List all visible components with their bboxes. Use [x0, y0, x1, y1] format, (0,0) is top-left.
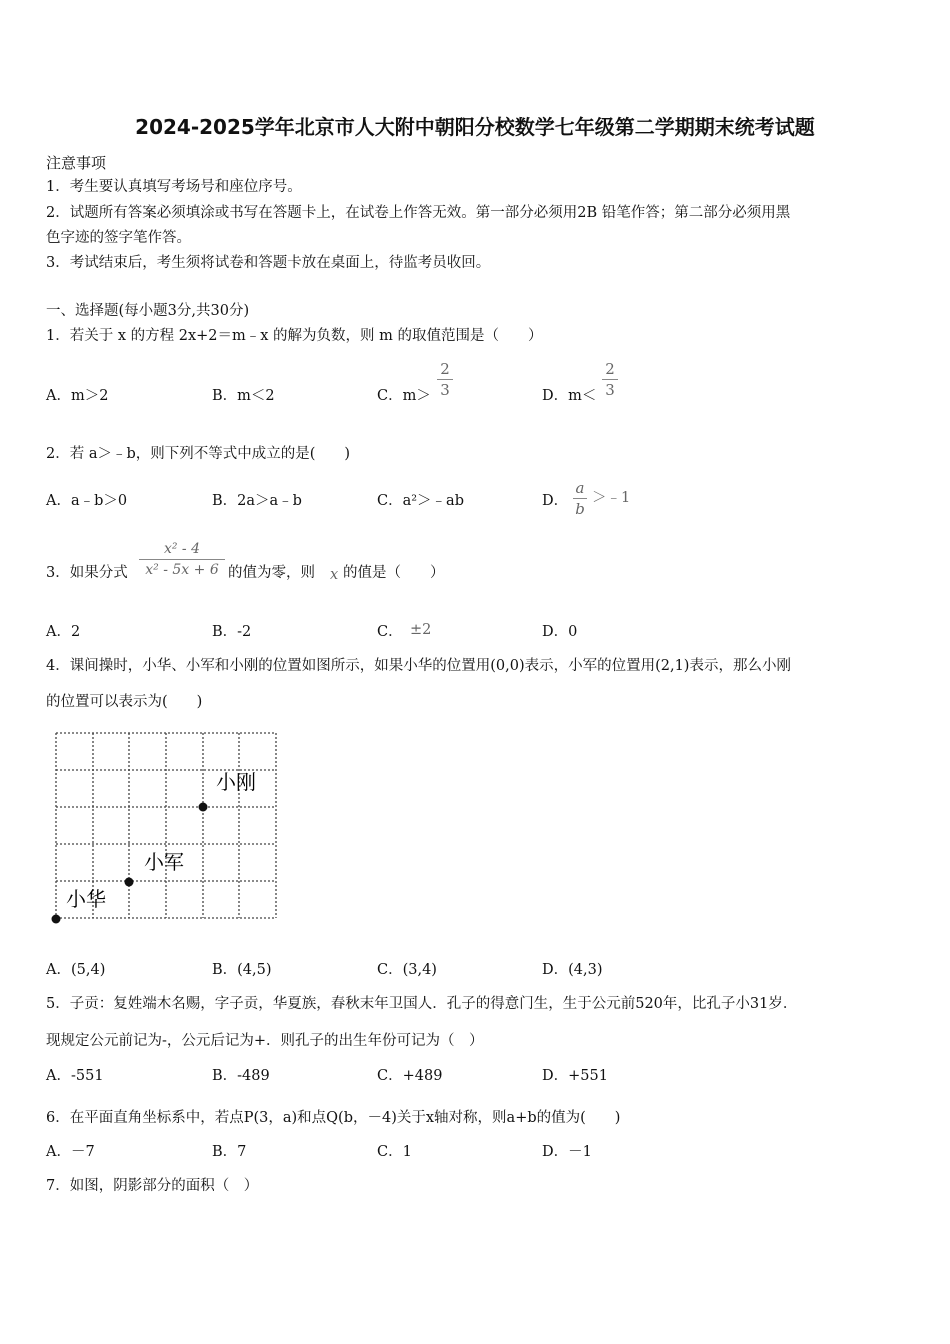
note-item-2-cont: 色字迹的签字笔作答。: [46, 230, 191, 246]
q4-option-a: A．(5,4): [46, 962, 106, 978]
q2-d-num: a: [575, 479, 585, 497]
q2-d-den: b: [575, 500, 585, 518]
q1-option-a: A．m＞2: [46, 388, 109, 404]
q1-option-b: B．m＜2: [212, 388, 275, 404]
label-xiaojun: 小军: [144, 850, 184, 874]
q7-stem: 7．如图，阴影部分的面积（ ）: [46, 1178, 259, 1194]
q5-stem-line2: 现规定公元前记为-，公元后记为+．则孔子的出生年份可记为（ ）: [46, 1033, 484, 1049]
q3-frac-den: x² - 5x + 6: [145, 562, 219, 578]
point-xiaojun: [125, 878, 134, 887]
page-title: 2024-2025学年北京市人大附中朝阳分校数学七年级第二学期期末统考试题: [135, 115, 815, 139]
q2-stem: 2．若 a＞﹣b，则下列不等式中成立的是( ): [46, 446, 351, 462]
note-item-3: 3．考试结束后，考生须将试卷和答题卡放在桌面上，待监考员收回。: [46, 255, 491, 271]
point-xiaogang: [199, 803, 208, 812]
q5-option-b: B．-489: [212, 1068, 270, 1084]
q3-stem-end: 的值是（ ）: [343, 565, 445, 581]
q6-option-c: C．1: [377, 1144, 412, 1160]
q1-stem: 1．若关于 x 的方程 2x+2＝m﹣x 的解为负数，则 m 的取值范围是（ ）: [46, 328, 543, 344]
notes-heading: 注意事项: [46, 154, 107, 172]
q2-option-d: D．: [542, 493, 569, 509]
q1-option-c-fraction: [437, 360, 453, 399]
q3-variable: x: [330, 567, 339, 583]
q2-option-b: B．2a＞a﹣b: [212, 493, 302, 509]
q1-d-den: 3: [605, 381, 615, 399]
q3-frac-num: x² - 4: [163, 541, 201, 557]
q4-option-b: B．(4,5): [212, 962, 272, 978]
q3-option-a: A．2: [46, 624, 81, 640]
q2-option-d-tail: ＞﹣1: [592, 490, 631, 506]
q4-option-c: C．(3,4): [377, 962, 437, 978]
q3-option-c: C．: [377, 624, 403, 640]
q1-d-num: 2: [605, 360, 615, 378]
q3-option-d: D．0: [542, 624, 578, 640]
q3-stem-pre: 3．如果分式: [46, 565, 128, 581]
note-item-2: 2．试题所有答案必须填涂或书写在答题卡上，在试卷上作答无效。第一部分必须用2B 铅笔作答；第二部分必须用黑: [46, 205, 791, 221]
q1-option-d: D．m＜: [542, 388, 597, 404]
q6-stem: 6．在平面直角坐标系中，若点P(3，a)和点Q(b，－4)关于x轴对称，则a+b的值为( ): [46, 1110, 621, 1126]
q5-option-d: D．+551: [542, 1068, 608, 1084]
label-xiaogang: 小刚: [216, 770, 256, 794]
q5-option-a: A．-551: [46, 1068, 104, 1084]
q4-stem-line2: 的位置可以表示为( ): [46, 694, 203, 710]
q1-option-c: C．m＞: [377, 388, 431, 404]
q2-option-c: C．a²＞﹣ab: [377, 493, 464, 509]
q4-stem-line1: 4．课间操时，小华、小军和小刚的位置如图所示，如果小华的位置用(0,0)表示，小军的位置用(2,1)表示，那么小刚: [46, 658, 791, 674]
q6-option-b: B．7: [212, 1144, 247, 1160]
q1-option-d-fraction: [602, 360, 618, 399]
q3-option-b: B．-2: [212, 624, 252, 640]
q3-stem-post: 的值为零，则: [228, 565, 315, 581]
q3-fraction: [139, 540, 225, 579]
q6-option-a: A．－7: [46, 1144, 95, 1160]
q4-option-d: D．(4,3): [542, 962, 603, 978]
q6-option-d: D．－1: [542, 1144, 592, 1160]
q1-c-den: 3: [440, 381, 450, 399]
note-item-1: 1．考生要认真填写考场号和座位序号。: [46, 179, 302, 195]
q1-c-num: 2: [440, 360, 450, 378]
q2-option-a: A．a﹣b＞0: [46, 493, 128, 509]
label-xiaohua: 小华: [66, 887, 106, 911]
q5-stem-line1: 5．子贡：复姓端木名赐，字子贡，华夏族，春秋末年卫国人．孔子的得意门生，生于公元前520年，比孔子小31岁．: [46, 996, 798, 1012]
q2-option-d-fraction: [573, 479, 587, 518]
section-heading: 一、选择题(每小题3分,共30分): [46, 303, 250, 319]
q5-option-c: C．+489: [377, 1068, 443, 1084]
q3-option-c-value: ±2: [410, 622, 432, 638]
position-grid-figure: [50, 728, 282, 926]
point-xiaohua: [52, 915, 61, 924]
